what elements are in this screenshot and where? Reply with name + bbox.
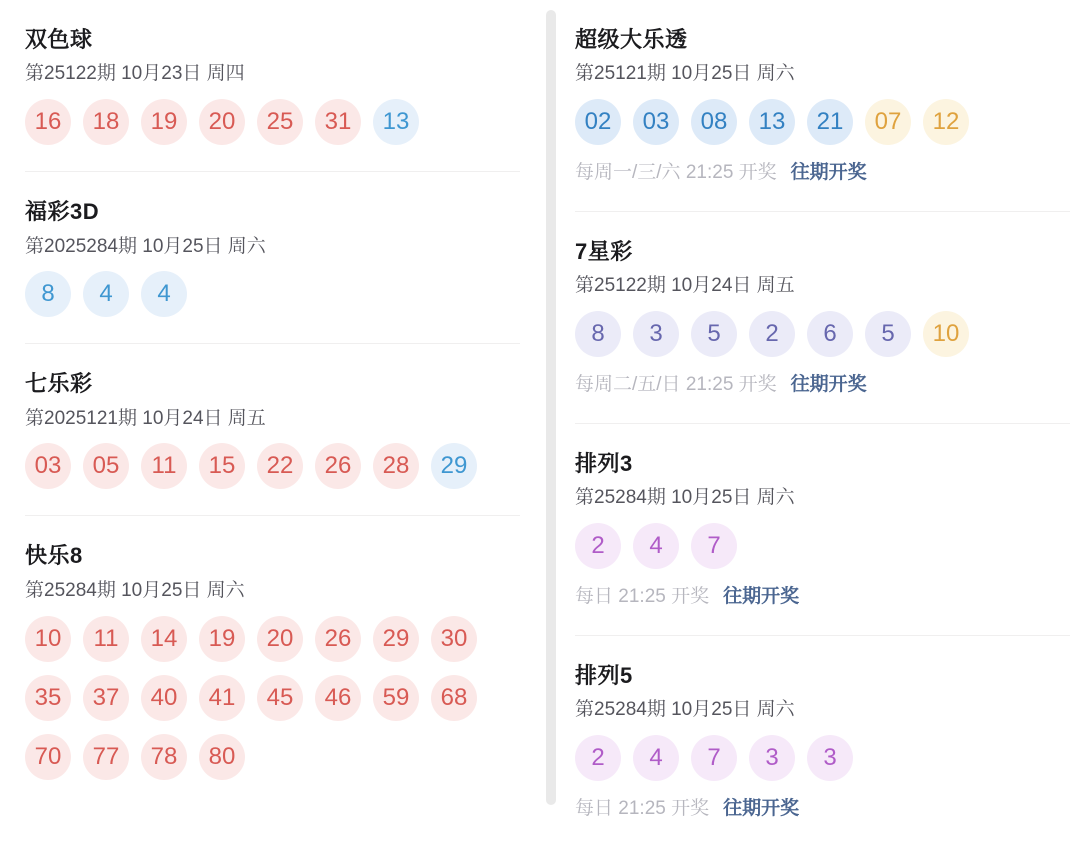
game-title: 排列3 [575,450,633,476]
lottery-ball: 13 [749,99,795,145]
lottery-ball: 11 [141,443,187,489]
lottery-ball: 45 [257,675,303,721]
lottery-ball: 41 [199,675,245,721]
lottery-ball: 19 [199,616,245,662]
draw-schedule: 每日 21:25 开奖 [575,797,710,819]
game-title: 七乐彩 [25,371,93,397]
lottery-ball: 19 [141,99,187,145]
ball-row [575,735,1045,781]
lottery-ball: 26 [315,443,361,489]
lottery-ball: 59 [373,675,419,721]
lottery-ball: 07 [865,99,911,145]
lottery-ball: 02 [575,99,621,145]
past-draws-link[interactable]: 往期开奖 [790,374,867,396]
lottery-ball: 4 [141,271,187,317]
lottery-ball: 3 [749,735,795,781]
lottery-ball: 4 [633,735,679,781]
game-section [575,211,1070,423]
left-column [0,0,546,817]
lottery-ball: 80 [199,734,245,780]
lottery-ball: 13 [373,99,419,145]
lottery-ball: 10 [923,311,969,357]
lottery-ball: 03 [633,99,679,145]
draw-schedule: 每周一/三/六 21:25 开奖 [575,162,777,184]
ball-row [575,311,1045,357]
draw-info: 第25121期 10月25日 周六 [575,63,795,85]
past-draws-link[interactable]: 往期开奖 [723,586,800,608]
lottery-ball: 2 [575,735,621,781]
lottery-ball: 37 [83,675,129,721]
past-draws-link[interactable]: 往期开奖 [790,162,867,184]
lottery-ball: 5 [691,311,737,357]
draw-info: 第25122期 10月24日 周五 [575,275,795,297]
ball-row [25,616,495,780]
column-divider [546,10,556,805]
game-title: 快乐8 [25,543,83,569]
lottery-ball: 14 [141,616,187,662]
lottery-ball: 11 [83,616,129,662]
schedule-row [575,798,1070,821]
lottery-ball: 29 [373,616,419,662]
game-title: 福彩3D [25,199,100,225]
lottery-ball: 3 [633,311,679,357]
game-section [25,343,520,515]
ball-row [25,99,495,145]
lottery-ball: 35 [25,675,71,721]
lottery-ball: 8 [25,271,71,317]
lottery-ball: 46 [315,675,361,721]
lottery-ball: 12 [923,99,969,145]
ball-row [575,523,1045,569]
lottery-ball: 20 [199,99,245,145]
game-title: 双色球 [25,27,93,52]
lottery-ball: 08 [691,99,737,145]
game-section [25,0,520,171]
schedule-row [575,162,1070,185]
ball-row [25,443,495,489]
lottery-ball: 16 [25,99,71,145]
lottery-ball: 7 [691,735,737,781]
ball-row [25,271,495,317]
lottery-ball: 77 [83,734,129,780]
lottery-ball: 03 [25,443,71,489]
lottery-ball: 21 [807,99,853,145]
lottery-ball: 10 [25,616,71,662]
schedule-row [575,374,1070,397]
lottery-ball: 70 [25,734,71,780]
game-section [575,0,1070,211]
lottery-ball: 8 [575,311,621,357]
lottery-ball: 4 [633,523,679,569]
right-column [556,0,1080,817]
lottery-ball: 7 [691,523,737,569]
lottery-ball: 31 [315,99,361,145]
lottery-ball: 40 [141,675,187,721]
lottery-ball: 68 [431,675,477,721]
game-section [575,423,1070,635]
lottery-ball: 05 [83,443,129,489]
lottery-ball: 18 [83,99,129,145]
lottery-ball: 28 [373,443,419,489]
draw-info: 第25122期 10月23日 周四 [25,63,245,85]
game-section [25,515,520,805]
lottery-ball: 2 [749,311,795,357]
lottery-ball: 5 [865,311,911,357]
lottery-ball: 6 [807,311,853,357]
game-section [575,635,1070,847]
draw-info: 第25284期 10月25日 周六 [575,487,795,509]
ball-row [575,99,1045,145]
lottery-ball: 25 [257,99,303,145]
lottery-ball: 3 [807,735,853,781]
game-title: 排列5 [575,662,633,688]
lottery-ball: 4 [83,271,129,317]
lottery-ball: 15 [199,443,245,489]
game-title: 7星彩 [575,238,633,264]
lottery-ball: 30 [431,616,477,662]
draw-info: 第25284期 10月25日 周六 [575,699,795,721]
draw-schedule: 每日 21:25 开奖 [575,586,710,608]
lottery-ball: 20 [257,616,303,662]
schedule-row [575,586,1070,609]
lottery-ball: 2 [575,523,621,569]
game-title: 超级大乐透 [575,27,688,52]
draw-info: 第2025284期 10月25日 周六 [25,235,266,257]
lottery-ball: 29 [431,443,477,489]
lottery-ball: 26 [315,616,361,662]
past-draws-link[interactable]: 往期开奖 [723,797,800,819]
lottery-ball: 78 [141,734,187,780]
draw-info: 第2025121期 10月24日 周五 [25,407,266,429]
draw-info: 第25284期 10月25日 周六 [25,579,245,601]
lottery-ball: 22 [257,443,303,489]
draw-schedule: 每周二/五/日 21:25 开奖 [575,374,777,396]
game-section [25,171,520,343]
